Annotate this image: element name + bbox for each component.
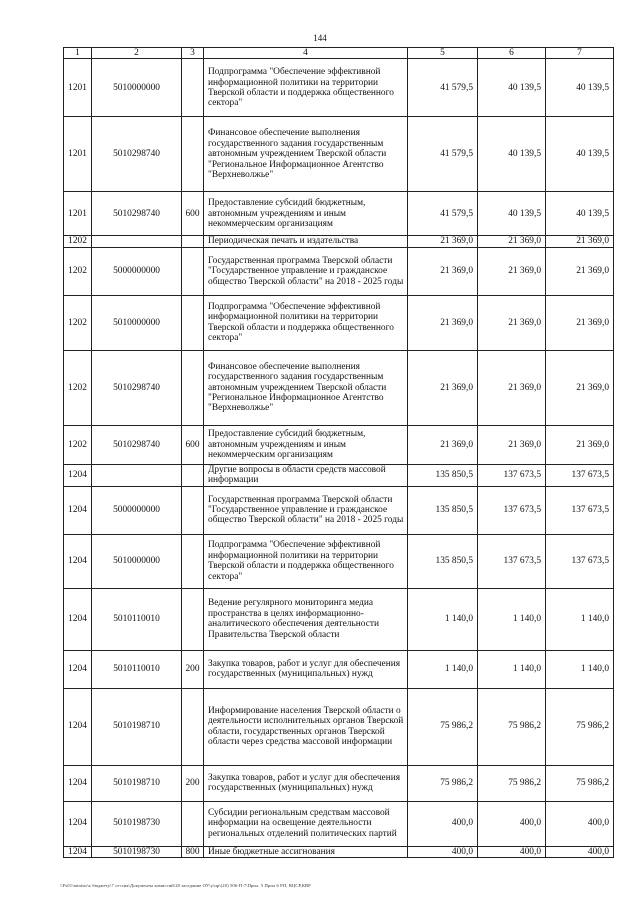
row-name-cell: Финансовое обеспечение выполнения государственного задания государственным автономным учреждением Тверской области "Региональное Информационное Агентство "Верхневолжье" xyxy=(204,117,408,192)
row-value-7-cell: 40 139,5 xyxy=(546,117,614,192)
row-value-5-cell: 41 579,5 xyxy=(408,59,478,117)
row-code-cell: 1204 xyxy=(64,464,92,486)
row-value-7-cell: 21 369,0 xyxy=(546,350,614,425)
row-value-6-cell: 1 140,0 xyxy=(478,588,546,650)
column-header-3: 3 xyxy=(182,48,204,59)
row-type-cell xyxy=(182,534,204,588)
row-name-cell: Субсидии региональным средствам массовой информации на освещение деятельности региональных отделений политических партий xyxy=(204,801,408,846)
row-type-cell: 600 xyxy=(182,192,204,236)
column-header-1: 1 xyxy=(64,48,92,59)
row-value-6-cell: 21 369,0 xyxy=(478,350,546,425)
row-name-cell: Подпрограмма "Обеспечение эффективной информационной политики на территории Тверской области и поддержка общественного сектора" xyxy=(204,534,408,588)
row-value-5-cell: 21 369,0 xyxy=(408,295,478,350)
table-row xyxy=(64,247,614,295)
budget-table xyxy=(63,47,614,858)
row-target-cell: 5010198710 xyxy=(92,688,182,765)
row-target-cell: 5010198710 xyxy=(92,765,182,801)
row-name-cell: Периодическая печать и издательства xyxy=(204,236,408,247)
row-value-7-cell: 137 673,5 xyxy=(546,534,614,588)
row-type-cell xyxy=(182,117,204,192)
row-value-5-cell: 1 140,0 xyxy=(408,650,478,688)
table-row xyxy=(64,464,614,486)
row-value-7-cell: 21 369,0 xyxy=(546,425,614,464)
row-value-5-cell: 21 369,0 xyxy=(408,425,478,464)
file-path-footer: \\Fs01\ministr\к бюджету\7 сессия\Документы комиссий\20 заседание ОУ\у\пр\(20) 506-П-7\Прил. 5 Прил 6 РП, ВЦСР,КВР xyxy=(60,883,311,888)
row-target-cell: 5010000000 xyxy=(92,534,182,588)
row-target-cell: 5010298740 xyxy=(92,350,182,425)
row-value-7-cell: 21 369,0 xyxy=(546,236,614,247)
row-type-cell xyxy=(182,588,204,650)
table-row xyxy=(64,688,614,765)
table-row xyxy=(64,486,614,534)
row-type-cell xyxy=(182,295,204,350)
row-name-cell: Предоставление субсидий бюджетным, автономным учреждениям и иным некоммерческим организациям xyxy=(204,425,408,464)
row-type-cell: 800 xyxy=(182,846,204,857)
row-type-cell xyxy=(182,801,204,846)
row-value-6-cell: 400,0 xyxy=(478,801,546,846)
row-code-cell: 1204 xyxy=(64,588,92,650)
column-header-7: 7 xyxy=(546,48,614,59)
row-code-cell: 1202 xyxy=(64,295,92,350)
row-code-cell: 1201 xyxy=(64,117,92,192)
row-value-6-cell: 137 673,5 xyxy=(478,464,546,486)
row-code-cell: 1204 xyxy=(64,534,92,588)
page-number: 144 xyxy=(313,33,327,43)
row-value-5-cell: 41 579,5 xyxy=(408,117,478,192)
table-row xyxy=(64,295,614,350)
column-header-6: 6 xyxy=(478,48,546,59)
row-name-cell: Иные бюджетные ассигнования xyxy=(204,846,408,857)
column-header-2: 2 xyxy=(92,48,182,59)
table-row xyxy=(64,236,614,247)
row-value-7-cell: 137 673,5 xyxy=(546,486,614,534)
row-type-cell xyxy=(182,247,204,295)
table-row xyxy=(64,534,614,588)
row-target-cell: 5010000000 xyxy=(92,59,182,117)
row-value-5-cell: 75 986,2 xyxy=(408,765,478,801)
row-name-cell: Информирование населения Тверской области о деятельности исполнительных органов Тверской области, государственных органов Тверской области через средства массовой информации xyxy=(204,688,408,765)
row-value-7-cell: 1 140,0 xyxy=(546,588,614,650)
row-code-cell: 1202 xyxy=(64,425,92,464)
row-value-5-cell: 1 140,0 xyxy=(408,588,478,650)
row-name-cell: Другие вопросы в области средств массовой информации xyxy=(204,464,408,486)
row-code-cell: 1204 xyxy=(64,486,92,534)
row-target-cell: 5010298740 xyxy=(92,192,182,236)
row-value-5-cell: 135 850,5 xyxy=(408,534,478,588)
row-target-cell: 5000000000 xyxy=(92,247,182,295)
row-code-cell: 1201 xyxy=(64,192,92,236)
row-value-5-cell: 75 986,2 xyxy=(408,688,478,765)
row-name-cell: Государственная программа Тверской области "Государственное управление и гражданское общество Тверской области" на 2018 - 2025 годы xyxy=(204,247,408,295)
table-row xyxy=(64,765,614,801)
row-type-cell xyxy=(182,464,204,486)
table-row xyxy=(64,650,614,688)
row-name-cell: Подпрограмма "Обеспечение эффективной информационной политики на территории Тверской области и поддержка общественного сектора" xyxy=(204,295,408,350)
row-value-6-cell: 21 369,0 xyxy=(478,247,546,295)
row-value-6-cell: 21 369,0 xyxy=(478,236,546,247)
row-type-cell: 200 xyxy=(182,765,204,801)
row-value-7-cell: 75 986,2 xyxy=(546,765,614,801)
row-target-cell: 5010110010 xyxy=(92,588,182,650)
row-value-6-cell: 75 986,2 xyxy=(478,688,546,765)
row-name-cell: Закупка товаров, работ и услуг для обеспечения государственных (муниципальных) нужд xyxy=(204,650,408,688)
row-target-cell xyxy=(92,464,182,486)
row-name-cell: Предоставление субсидий бюджетным, автономным учреждениям и иным некоммерческим организациям xyxy=(204,192,408,236)
row-value-6-cell: 21 369,0 xyxy=(478,425,546,464)
row-name-cell: Ведение регулярного мониторинга медиа пространства в целях информационно-аналитического обеспечения деятельности Правительства Тверской области xyxy=(204,588,408,650)
row-code-cell: 1204 xyxy=(64,688,92,765)
row-value-5-cell: 135 850,5 xyxy=(408,486,478,534)
row-value-7-cell: 400,0 xyxy=(546,801,614,846)
table-row xyxy=(64,117,614,192)
row-value-6-cell: 21 369,0 xyxy=(478,295,546,350)
row-value-6-cell: 40 139,5 xyxy=(478,59,546,117)
row-value-5-cell: 21 369,0 xyxy=(408,350,478,425)
table-row xyxy=(64,350,614,425)
row-value-7-cell: 400,0 xyxy=(546,846,614,857)
column-header-4: 4 xyxy=(204,48,408,59)
row-value-6-cell: 75 986,2 xyxy=(478,765,546,801)
row-value-6-cell: 137 673,5 xyxy=(478,534,546,588)
row-name-cell: Закупка товаров, работ и услуг для обеспечения государственных (муниципальных) нужд xyxy=(204,765,408,801)
row-value-5-cell: 41 579,5 xyxy=(408,192,478,236)
row-value-6-cell: 137 673,5 xyxy=(478,486,546,534)
row-value-5-cell: 400,0 xyxy=(408,846,478,857)
row-name-cell: Финансовое обеспечение выполнения государственного задания государственным автономным учреждением Тверской области "Региональное Информационное Агентство "Верхневолжье" xyxy=(204,350,408,425)
row-type-cell xyxy=(182,688,204,765)
row-value-7-cell: 75 986,2 xyxy=(546,688,614,765)
table-row xyxy=(64,588,614,650)
row-value-6-cell: 400,0 xyxy=(478,846,546,857)
row-value-5-cell: 21 369,0 xyxy=(408,247,478,295)
column-number-header-row xyxy=(64,48,614,59)
row-value-7-cell: 40 139,5 xyxy=(546,192,614,236)
row-code-cell: 1204 xyxy=(64,765,92,801)
column-header-5: 5 xyxy=(408,48,478,59)
row-code-cell: 1201 xyxy=(64,59,92,117)
row-code-cell: 1202 xyxy=(64,350,92,425)
row-value-6-cell: 40 139,5 xyxy=(478,192,546,236)
table-row xyxy=(64,846,614,857)
table-row xyxy=(64,425,614,464)
row-code-cell: 1202 xyxy=(64,247,92,295)
row-code-cell: 1202 xyxy=(64,236,92,247)
table-row xyxy=(64,59,614,117)
row-type-cell xyxy=(182,350,204,425)
row-target-cell: 5010000000 xyxy=(92,295,182,350)
row-type-cell xyxy=(182,59,204,117)
row-type-cell: 200 xyxy=(182,650,204,688)
row-code-cell: 1204 xyxy=(64,650,92,688)
table-row xyxy=(64,801,614,846)
row-target-cell: 5010198730 xyxy=(92,801,182,846)
row-value-6-cell: 1 140,0 xyxy=(478,650,546,688)
row-value-7-cell: 40 139,5 xyxy=(546,59,614,117)
row-type-cell: 600 xyxy=(182,425,204,464)
row-target-cell xyxy=(92,236,182,247)
row-value-7-cell: 137 673,5 xyxy=(546,464,614,486)
row-target-cell: 5010110010 xyxy=(92,650,182,688)
row-target-cell: 5010198730 xyxy=(92,846,182,857)
row-name-cell: Подпрограмма "Обеспечение эффективной информационной политики на территории Тверской области и поддержка общественного сектора" xyxy=(204,59,408,117)
row-name-cell: Государственная программа Тверской области "Государственное управление и гражданское общество Тверской области" на 2018 - 2025 годы xyxy=(204,486,408,534)
row-target-cell: 5010298740 xyxy=(92,117,182,192)
row-target-cell: 5010298740 xyxy=(92,425,182,464)
row-value-5-cell: 135 850,5 xyxy=(408,464,478,486)
row-value-7-cell: 21 369,0 xyxy=(546,247,614,295)
row-target-cell: 5000000000 xyxy=(92,486,182,534)
row-code-cell: 1204 xyxy=(64,846,92,857)
row-value-5-cell: 400,0 xyxy=(408,801,478,846)
row-value-7-cell: 1 140,0 xyxy=(546,650,614,688)
row-type-cell xyxy=(182,236,204,247)
row-type-cell xyxy=(182,486,204,534)
table-row xyxy=(64,192,614,236)
row-code-cell: 1204 xyxy=(64,801,92,846)
row-value-6-cell: 40 139,5 xyxy=(478,117,546,192)
row-value-7-cell: 21 369,0 xyxy=(546,295,614,350)
row-value-5-cell: 21 369,0 xyxy=(408,236,478,247)
